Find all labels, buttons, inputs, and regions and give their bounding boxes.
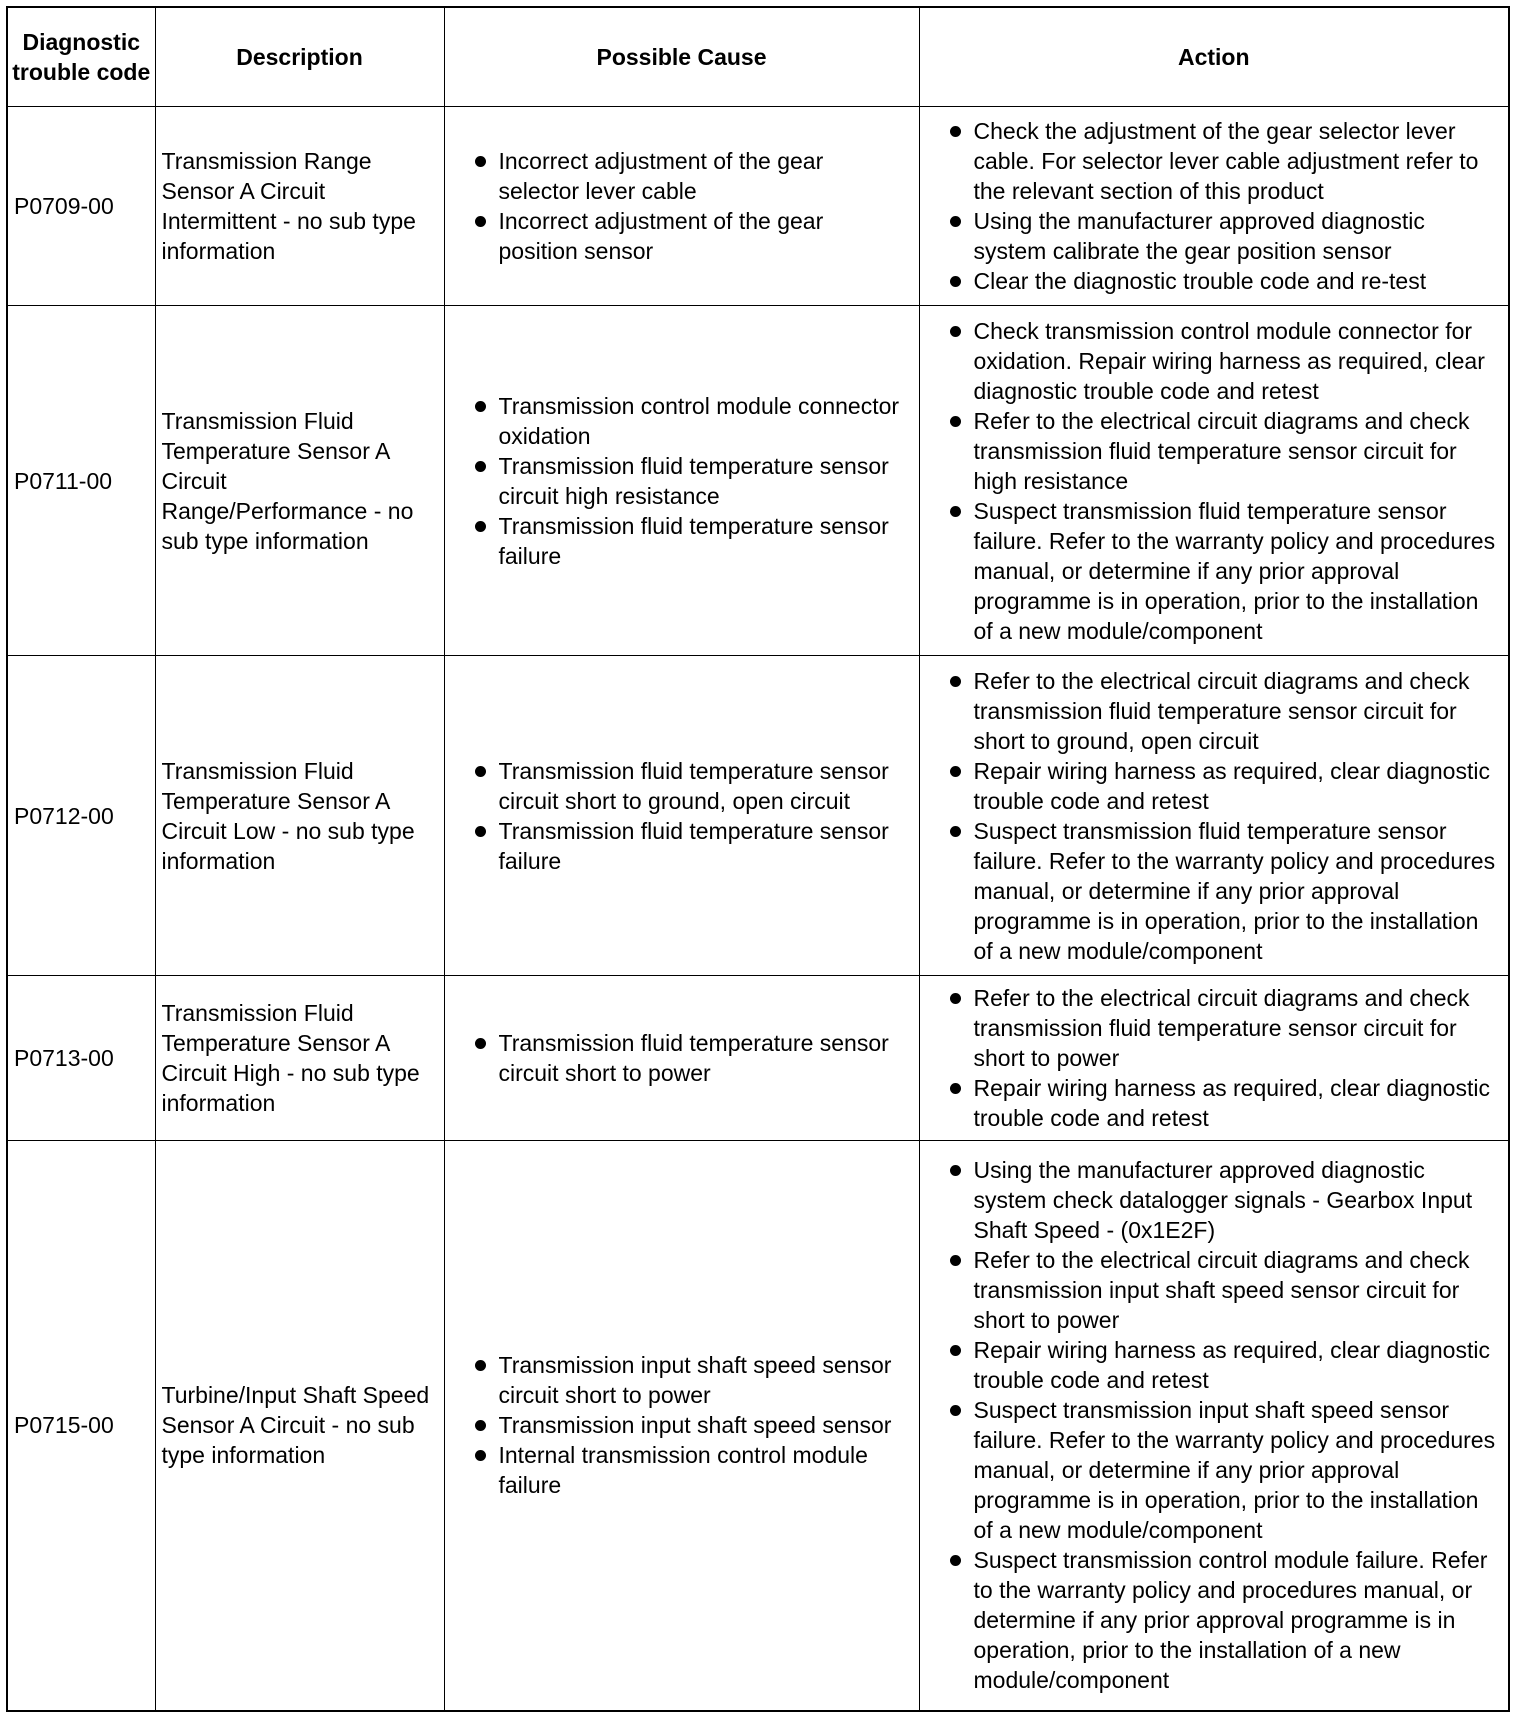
action-item: Suspect transmission control module failure. Refer to the warranty policy and procedures manual, or determine if any prior approval programme is in operation, prior to the installation of a new module/component [942, 1545, 1499, 1695]
actions [919, 656, 1509, 976]
table-row [7, 107, 1509, 306]
action-item: Suspect transmission fluid temperature sensor failure. Refer to the warranty policy and procedures manual, or determine if any prior approval programme is in operation, prior to the installation of a new module/component [942, 816, 1499, 966]
header-code: Diagnostic trouble code [7, 7, 155, 107]
actions [919, 976, 1509, 1141]
cause-item: Incorrect adjustment of the gear selector lever cable [467, 146, 909, 206]
action-item: Check transmission control module connector for oxidation. Repair wiring harness as required, clear diagnostic trouble code and retest [942, 316, 1499, 406]
header-cause: Possible Cause [444, 7, 919, 107]
action-item: Suspect transmission input shaft speed sensor failure. Refer to the warranty policy and procedures manual, or determine if any prior approval programme is in operation, prior to the installation of a new module/component [942, 1395, 1499, 1545]
cause-item: Transmission fluid temperature sensor failure [467, 511, 909, 571]
possible-causes [444, 306, 919, 656]
cause-item: Transmission fluid temperature sensor circuit high resistance [467, 451, 909, 511]
table-row [7, 976, 1509, 1141]
actions [919, 306, 1509, 656]
dtc-code: P0709-00 [7, 107, 155, 306]
possible-causes [444, 976, 919, 1141]
possible-causes [444, 107, 919, 306]
actions [919, 1141, 1509, 1711]
header-row [7, 7, 1509, 107]
cause-item: Transmission fluid temperature sensor circuit short to ground, open circuit [467, 756, 909, 816]
cause-item: Transmission input shaft speed sensor [467, 1410, 909, 1440]
dtc-code: P0712-00 [7, 656, 155, 976]
actions [919, 107, 1509, 306]
dtc-description: Transmission Fluid Temperature Sensor A Circuit High - no sub type information [155, 976, 444, 1141]
cause-item: Transmission input shaft speed sensor circuit short to power [467, 1350, 909, 1410]
action-item: Repair wiring harness as required, clear diagnostic trouble code and retest [942, 756, 1499, 816]
dtc-code: P0711-00 [7, 306, 155, 656]
dtc-description: Turbine/Input Shaft Speed Sensor A Circuit - no sub type information [155, 1141, 444, 1711]
dtc-description: Transmission Fluid Temperature Sensor A Circuit Low - no sub type information [155, 656, 444, 976]
dtc-description: Transmission Fluid Temperature Sensor A Circuit Range/Performance - no sub type information [155, 306, 444, 656]
table-row [7, 306, 1509, 656]
action-item: Suspect transmission fluid temperature sensor failure. Refer to the warranty policy and procedures manual, or determine if any prior approval programme is in operation, prior to the installation of a new module/component [942, 496, 1499, 646]
action-item: Using the manufacturer approved diagnostic system check datalogger signals - Gearbox Input Shaft Speed - (0x1E2F) [942, 1155, 1499, 1245]
action-item: Using the manufacturer approved diagnostic system calibrate the gear position sensor [942, 206, 1499, 266]
header-action: Action [919, 7, 1509, 107]
table-row [7, 1141, 1509, 1711]
action-item: Refer to the electrical circuit diagrams and check transmission input shaft speed sensor circuit for short to power [942, 1245, 1499, 1335]
action-item: Clear the diagnostic trouble code and re-test [942, 266, 1499, 296]
cause-item: Transmission fluid temperature sensor failure [467, 816, 909, 876]
table-row [7, 656, 1509, 976]
cause-item: Internal transmission control module failure [467, 1440, 909, 1500]
action-item: Repair wiring harness as required, clear diagnostic trouble code and retest [942, 1073, 1499, 1133]
possible-causes [444, 1141, 919, 1711]
action-item: Refer to the electrical circuit diagrams and check transmission fluid temperature sensor circuit for short to ground, open circuit [942, 666, 1499, 756]
cause-item: Incorrect adjustment of the gear position sensor [467, 206, 909, 266]
dtc-code: P0713-00 [7, 976, 155, 1141]
action-item: Check the adjustment of the gear selector lever cable. For selector lever cable adjustment refer to the relevant section of this product [942, 116, 1499, 206]
header-description: Description [155, 7, 444, 107]
action-item: Refer to the electrical circuit diagrams and check transmission fluid temperature sensor circuit for high resistance [942, 406, 1499, 496]
action-item: Repair wiring harness as required, clear diagnostic trouble code and retest [942, 1335, 1499, 1395]
cause-item: Transmission control module connector oxidation [467, 391, 909, 451]
action-item: Refer to the electrical circuit diagrams and check transmission fluid temperature sensor circuit for short to power [942, 983, 1499, 1073]
dtc-table [6, 6, 1510, 1712]
dtc-code: P0715-00 [7, 1141, 155, 1711]
cause-item: Transmission fluid temperature sensor circuit short to power [467, 1028, 909, 1088]
possible-causes [444, 656, 919, 976]
dtc-description: Transmission Range Sensor A Circuit Intermittent - no sub type information [155, 107, 444, 306]
